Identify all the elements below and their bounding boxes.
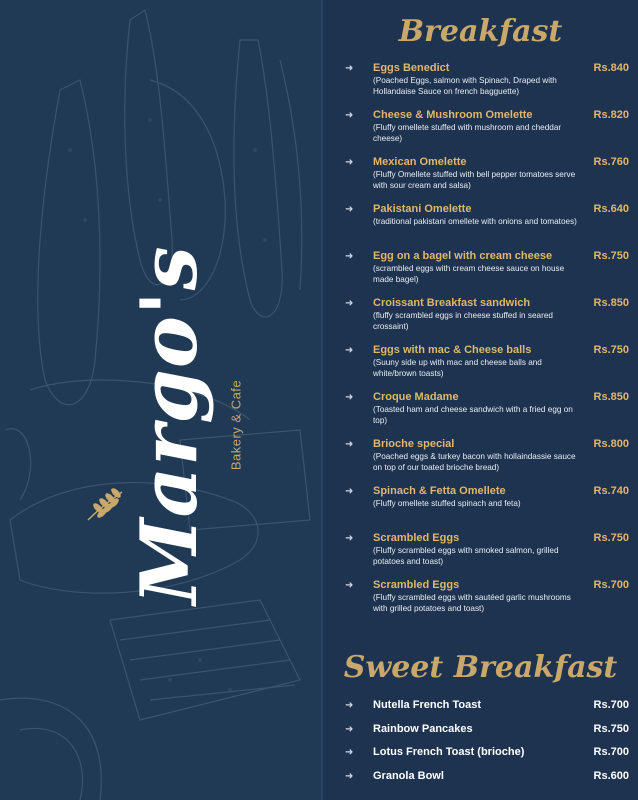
arrow-bullet-icon: ➜: [345, 298, 354, 309]
item-name: Pakistani Omelette: [373, 203, 472, 215]
item-price: Rs.800: [593, 438, 629, 450]
item-name: Scrambled Eggs: [373, 579, 460, 591]
arrow-bullet-icon: ➜: [345, 204, 354, 215]
item-price: Rs.850: [593, 391, 629, 403]
item-price: Rs.750: [593, 532, 629, 544]
item-description: (Fluffy scrambled eggs with sautéed garlic mushrooms with grilled potatoes and toast): [373, 593, 571, 613]
item-price: Rs.840: [593, 62, 629, 74]
item-name: Granola Bowl: [373, 770, 444, 782]
item-name: Scrambled Eggs: [373, 532, 460, 544]
item-description: (Poached eggs & turkey bacon with hollaindassie sauce on top of our toated brioche bread): [373, 452, 576, 472]
item-price: Rs.700: [593, 699, 629, 711]
menu-panel: [323, 0, 638, 800]
item-name: Nutella French Toast: [373, 699, 481, 711]
item-name: Egg on a bagel with cream cheese: [373, 250, 553, 262]
item-name: Eggs Benedict: [373, 62, 450, 74]
brand-subtitle-wrap: [226, 330, 246, 520]
item-name: Spinach & Fetta Omellete: [373, 485, 506, 497]
item-price: Rs.700: [593, 579, 629, 591]
item-price: Rs.750: [593, 250, 629, 262]
arrow-bullet-icon: ➜: [345, 580, 354, 591]
item-description: (scrambled eggs with cream cheese sauce on house made bagel): [373, 264, 565, 284]
arrow-bullet-icon: ➜: [345, 747, 354, 758]
arrow-bullet-icon: ➜: [345, 486, 354, 497]
item-price: Rs.750: [593, 344, 629, 356]
item-description: (Fluffy Omellete stuffed with bell pepper tomatoes serve with sour cream and salsa): [373, 170, 576, 190]
arrow-bullet-icon: ➜: [345, 110, 354, 121]
item-name: Eggs with mac & Cheese balls: [373, 344, 532, 356]
section-title-sweet-breakfast: Sweet Breakfast: [343, 650, 618, 685]
item-description: (Fluffy omellete stuffed with mushroom and cheddar cheese): [373, 123, 562, 143]
item-name: Croissant Breakfast sandwich: [373, 297, 531, 309]
arrow-bullet-icon: ➜: [345, 251, 354, 262]
item-name: Croque Madame: [373, 391, 459, 403]
arrow-bullet-icon: ➜: [345, 771, 354, 782]
arrow-bullet-icon: ➜: [345, 63, 354, 74]
arrow-bullet-icon: ➜: [345, 392, 354, 403]
arrow-bullet-icon: ➜: [345, 533, 354, 544]
arrow-bullet-icon: ➜: [345, 157, 354, 168]
item-description: (Poached Eggs, salmon with Spinach, Draped with Hollandaise Sauce on french bagguette): [373, 76, 557, 96]
item-name: Mexican Omelette: [373, 156, 467, 168]
item-name: Cheese & Mushroom Omelette: [373, 109, 533, 121]
item-name: Rainbow Pancakes: [373, 723, 473, 735]
item-description: (fluffy scrambled eggs in cheese stuffed in seared crossaint): [373, 311, 553, 331]
item-price: Rs.750: [593, 723, 629, 735]
arrow-bullet-icon: ➜: [345, 700, 354, 711]
item-description: (Fluffy omellete stuffed spinach and feta): [373, 499, 521, 508]
item-name: Brioche special: [373, 438, 455, 450]
item-price: Rs.740: [593, 485, 629, 497]
item-price: Rs.640: [593, 203, 629, 215]
brand-subtitle: Bakery & Cafe: [228, 379, 244, 471]
item-price: Rs.600: [593, 770, 629, 782]
brand-name: Margo's: [124, 245, 215, 605]
item-name: Lotus French Toast (brioche): [373, 746, 525, 758]
item-description: (Suuny side up with mac and cheese balls and white/brown toasts): [373, 358, 542, 378]
arrow-bullet-icon: ➜: [345, 439, 354, 450]
item-description: (Fluffy scrambled eggs with smoked salmon, grilled potatoes and toast): [373, 546, 559, 566]
item-description: (Toasted ham and cheese sandwich with a fried egg on top): [373, 405, 573, 425]
item-price: Rs.760: [593, 156, 629, 168]
item-price: Rs.700: [593, 746, 629, 758]
brand-logo: [30, 230, 280, 610]
item-price: Rs.850: [593, 297, 629, 309]
wheat-icon: [82, 480, 130, 528]
item-price: Rs.820: [593, 109, 629, 121]
arrow-bullet-icon: ➜: [345, 345, 354, 356]
section-title-breakfast: Breakfast: [398, 14, 563, 49]
arrow-bullet-icon: ➜: [345, 724, 354, 735]
item-description: (traditional pakistani omellete with onions and tomatoes): [373, 217, 577, 226]
